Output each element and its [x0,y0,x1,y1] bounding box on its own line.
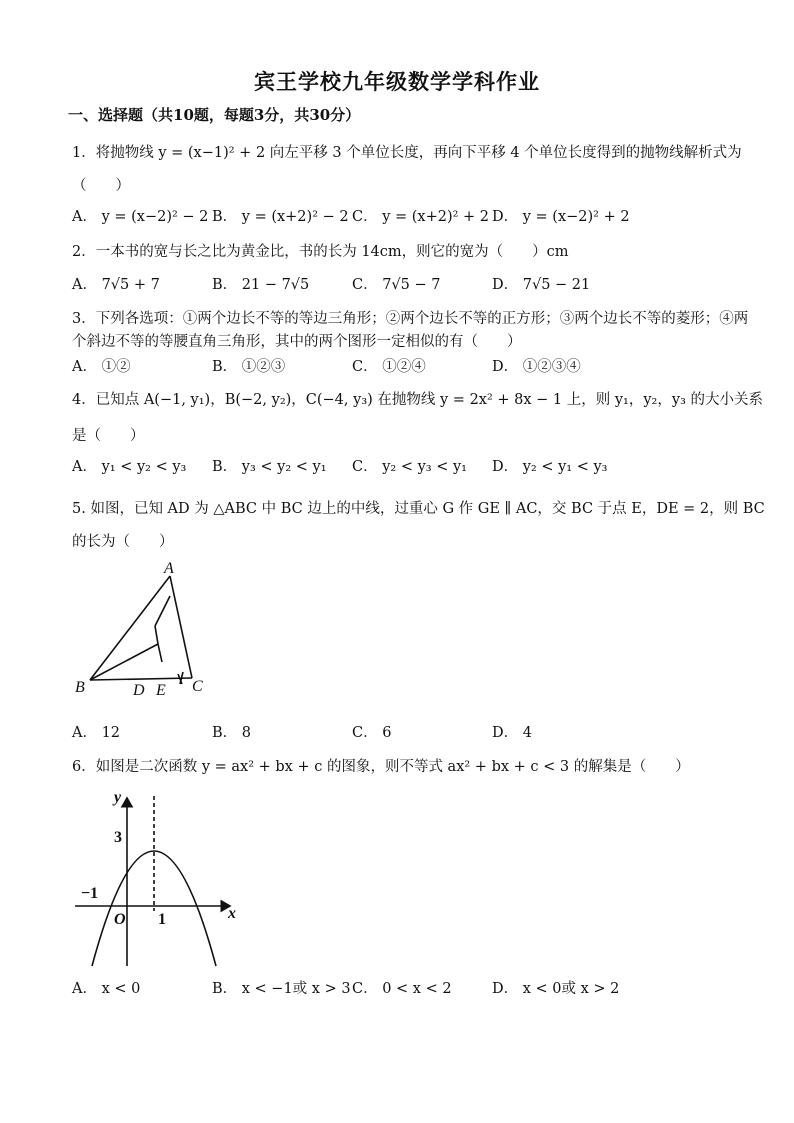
section-heading: 一、选择题（共10题，每题3分，共30分） [68,106,361,124]
label-e: E [156,682,166,698]
label-neg1: −1 [81,885,99,902]
q5-text-line1: 5. 如图，已知 AD 为 △ABC 中 BC 边上的中线，过重心 G 作 GE ∥ AC，交 BC 于点 E，DE = 2，则 BC [72,501,765,517]
q6-option-c[interactable]: C． 0 < x < 2 [352,981,452,997]
segment-median-ad [155,626,158,644]
label-c: C [192,678,203,695]
q6-option-b[interactable]: B． x < −1或 x > 3 [212,981,351,997]
q3-text-line1: 3．下列各选项：①两个边长不等的等边三角形；②两个边长不等的正方形；③两个边长不等的菱形；④两 [72,311,749,327]
segment-ge [158,644,162,662]
label-1: 1 [158,911,166,928]
q5-option-a[interactable]: A． 12 [72,725,121,741]
q4-text-line1: 4．已知点 A(−1, y₁)，B(−2, y₂)，C(−4, y₃) 在抛物线 y = 2x² + 8x − 1 上，则 y₁，y₂，y₃ 的大小关系 [72,392,763,408]
q4-option-a[interactable]: A． y₁ < y₂ < y₃ [72,459,187,475]
q5-option-b[interactable]: B． 8 [212,725,251,741]
q5-option-d[interactable]: D． 4 [492,725,532,741]
q6-option-a[interactable]: A． x < 0 [72,981,141,997]
q5-text-line2: 的长为（ ） [72,534,174,550]
label-b: B [75,679,85,696]
q4-option-b[interactable]: B． y₃ < y₂ < y₁ [212,459,327,475]
label-d: D [133,682,145,698]
triangle-figure [70,558,220,698]
q4-option-d[interactable]: D． y₂ < y₁ < y₃ [492,459,608,475]
side-ab [90,576,170,680]
q1-option-c[interactable]: C． y = (x+2)² + 2 [352,209,490,225]
label-y-axis: y [114,789,122,806]
label-x-axis: x [228,905,236,922]
q2-option-d[interactable]: D． 7√5 − 21 [492,277,591,293]
parabola-graph [70,786,250,972]
page-title: 宾王学校九年级数学学科作业 [254,69,540,94]
q2-option-b[interactable]: B． 21 − 7√5 [212,277,310,293]
side-bc [90,678,192,680]
q3-text-line2: 个斜边不等的等腰直角三角形，其中的两个图形一定相似的有（ ） [72,334,522,350]
q3-option-a[interactable]: A． ①② [72,359,131,375]
q3-option-b[interactable]: B． ①②③ [212,359,286,375]
q1-option-b[interactable]: B． y = (x+2)² − 2 [212,209,349,225]
q2-option-a[interactable]: A． 7√5 + 7 [72,277,160,293]
q4-text-line2: 是（ ） [72,428,145,444]
q3-option-c[interactable]: C． ①②④ [352,359,426,375]
segment-bg [90,644,158,680]
q4-option-c[interactable]: C． y₂ < y₃ < y₁ [352,459,467,475]
label-3: 3 [114,829,122,846]
side-ac [170,576,192,678]
q1-text-line2: （ ） [72,178,130,194]
q5-option-c[interactable]: C． 6 [352,725,392,741]
q2-text-line1: 2．一本书的宽与长之比为黄金比，书的长为 14cm，则它的宽为（ ）cm [72,244,569,260]
q2-option-c[interactable]: C． 7√5 − 7 [352,277,441,293]
q6-option-d[interactable]: D． x < 0或 x > 2 [492,981,620,997]
segment-median-upper [155,596,170,626]
q3-option-d[interactable]: D． ①②③④ [492,359,581,375]
q6-text-line1: 6．如图是二次函数 y = ax² + bx + c 的图象，则不等式 ax² + bx + c < 3 的解集是（ ） [72,759,690,775]
q1-text-line1: 1．将抛物线 y = (x−1)² + 2 向左平移 3 个单位长度，再向下平移 4 个单位长度得到的抛物线解析式为 [72,145,742,161]
label-origin: O [114,911,126,928]
q1-option-d[interactable]: D． y = (x−2)² + 2 [492,209,630,225]
q1-option-a[interactable]: A． y = (x−2)² − 2 [72,209,209,225]
label-a: A [164,560,174,577]
